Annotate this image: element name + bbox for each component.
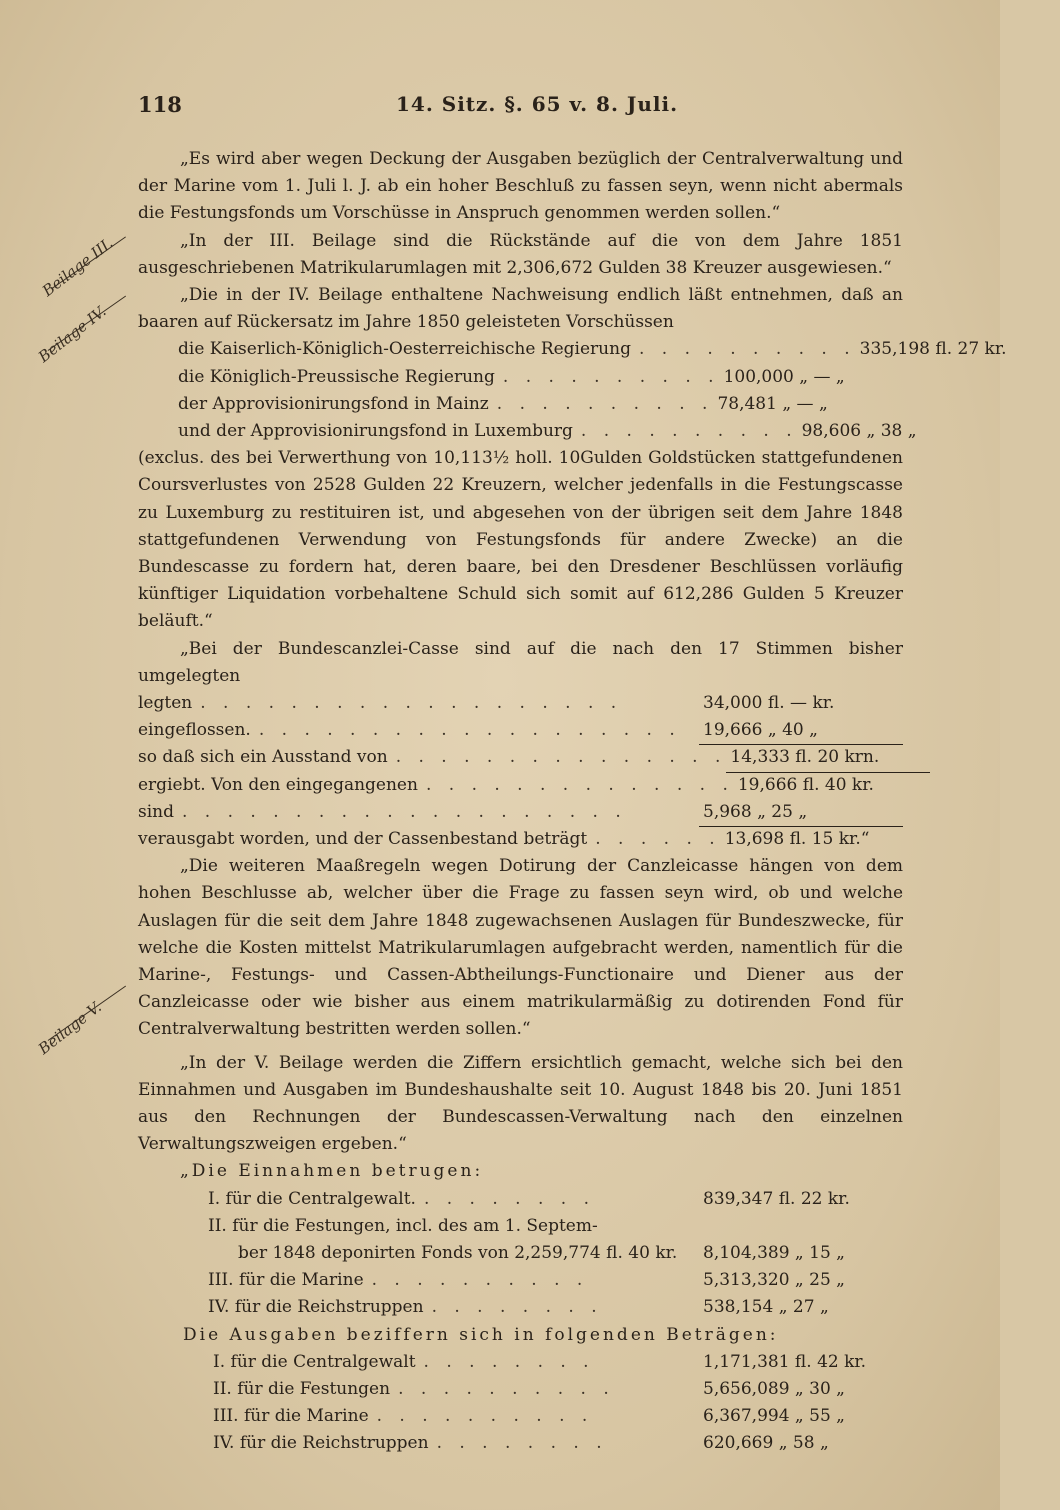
- margin-note-beilage-iv: Beilage IV.: [34, 302, 110, 366]
- body-text-top: [138, 146, 1007, 1457]
- leader-dots: . . . . . . . . . . . . . . . . . . .: [200, 693, 623, 713]
- row-label: so daß sich ein Ausstand von: [138, 747, 388, 768]
- row-label: IV. für die Reichstruppen: [208, 1297, 424, 1318]
- leader-dots: . . . . . . . .: [423, 1351, 595, 1372]
- row-label: verausgabt worden, und der Cassenbestand beträgt: [138, 828, 588, 849]
- row-amount: 8,104,389 „ 15 „: [703, 1242, 845, 1263]
- income-heading: „Die Einnahmen betrugen:: [180, 1161, 484, 1182]
- table-row: [138, 717, 903, 744]
- table-row: [208, 1267, 903, 1294]
- table-row: [213, 1430, 903, 1457]
- row-label: I. für die Centralgewalt: [213, 1351, 416, 1372]
- leader-dots: . . . . . . . .: [431, 1297, 603, 1318]
- margin-note-beilage-iii: Beilage III.: [38, 233, 117, 300]
- advances-table: [138, 336, 1007, 445]
- leader-dots: . . . . . . . .: [436, 1433, 608, 1454]
- row-label: die Kaiserlich-Königlich-Oesterreichische Regierung: [178, 339, 631, 360]
- row-label: legten: [138, 693, 193, 713]
- paragraph: „Die in der IV. Beilage enthaltene Nachweisung endlich läßt entnehmen, daß an baaren auf Rückersatz im Jahre 1850 geleisteten Vorschüssen: [138, 285, 903, 333]
- table-row: [178, 364, 903, 391]
- paragraph: „Bei der Bundescanzlei-Casse sind auf die nach den 17 Stimmen bisher umgelegten: [138, 638, 903, 686]
- row-label: eingeflossen.: [138, 720, 251, 741]
- row-label: und der Approvisionirungsfond in Luxemburg: [178, 420, 573, 441]
- row-amount: 78,481 „ — „: [717, 393, 828, 414]
- row-label: IV. für die Reichstruppen: [213, 1433, 429, 1454]
- expense-heading: Die Ausgaben beziffern sich in folgenden Beträgen:: [183, 1324, 779, 1345]
- row-amount: 5,313,320 „ 25 „: [703, 1270, 845, 1291]
- paragraph: „In der V. Beilage werden die Ziffern ersichtlich gemacht, welche sich bei den Einnahmen und Ausgaben im Bundeshaushalte seit 10. August 1848 bis 20. Juni 1851 aus den Rechnungen der Bundescassen-Verwaltung nach den einzelnen Verwaltungszweigen ergeben.“: [138, 1052, 903, 1155]
- table-row: [213, 1376, 903, 1403]
- leader-dots: . . . . . . . . . . . . . .: [425, 774, 734, 795]
- leader-dots: . . . . . . . . . .: [371, 1270, 589, 1291]
- row-amount: 620,669 „ 58 „: [703, 1433, 829, 1454]
- running-title: 14. Sitz. §. 65 v. 8. Juli.: [396, 92, 679, 116]
- page-number: 118: [138, 92, 182, 117]
- row-amount: 6,367,994 „ 55 „: [703, 1406, 845, 1427]
- row-label: der Approvisionirungsfond in Mainz: [178, 393, 489, 414]
- table-row: [213, 1349, 903, 1376]
- row-amount: 538,154 „ 27 „: [703, 1297, 829, 1318]
- paragraph: „Die weiteren Maaßregeln wegen Dotirung der Canzleicasse hängen von dem hohen Beschlusse ab, welcher über die Frage zu fassen seyn wird, ob und welche Auslagen für die seit dem Jahre 1848 zugewachsenen Auslagen für Bundeszwecke, für welche die Kosten mittelst Matrikularumlagen aufgebracht werden, namentlich für die Marine-, Festungs- und Cassen-Abtheilungs-Functionaire und Diener aus der Canzleicasse oder wie bisher aus einem matrikularmäßig zu dotirenden Fond für Centralverwaltung bestritten werden sollen.“: [138, 856, 903, 1040]
- table-row: [178, 391, 903, 418]
- table-row: [138, 744, 903, 771]
- page-header: [138, 92, 908, 128]
- leader-dots: . . . . . . . . . . . . . . . . . . . .: [182, 801, 627, 822]
- row-amount: 13,698 fl. 15 kr.“: [724, 828, 870, 849]
- leader-dots: . . . . . . . .: [423, 1188, 595, 1209]
- paragraph: (exclus. des bei Verwerthung von 10,113½ holl. 10Gulden Goldstücken stattgefundenen Coursverlustes von 2528 Gulden 22 Kreuzern, welcher jedenfalls in die Festungscasse zu Luxemburg zu restituiren ist, und abgesehen von der übrigen seit dem Jahre 1848 stattgefundenen Verwendung von Festungsfonds für andere Zwecke) an die Bundescasse zu fordern hat, deren baare, bei den Dresdener Beschlüssen vorläufig künftiger Liquidation vorbehaltene Schuld sich somit auf 612,286 Gulden 5 Kreuzer beläuft.“: [138, 448, 903, 632]
- paragraph: „In der III. Beilage sind die Rückstände auf die von dem Jahre 1851 ausgeschriebenen Matrikularumlagen mit 2,306,672 Gulden 38 Kreuzer ausgewiesen.“: [138, 230, 903, 278]
- row-amount: 5,968 „ 25 „: [699, 799, 903, 827]
- leader-dots: . . . . . .: [595, 828, 721, 849]
- leader-dots: . . . . . . . . . .: [376, 1406, 594, 1427]
- row-amount: 19,666 „ 40 „: [699, 717, 903, 745]
- row-label: II. für die Festungen, incl. des am 1. Septem-: [208, 1215, 598, 1236]
- canzlei-table: [138, 690, 903, 853]
- row-label: I. für die Centralgewalt.: [208, 1188, 416, 1209]
- row-label: ber 1848 deponirten Fonds von 2,259,774 fl. 40 kr.: [238, 1242, 678, 1263]
- row-amount: 19,666 fl. 40 kr.: [737, 774, 874, 795]
- table-row: [208, 1186, 903, 1213]
- row-amount: 34,000 fl. — kr.: [703, 693, 835, 713]
- row-amount: 335,198 fl. 27 kr.: [859, 339, 1007, 360]
- table-row: [138, 690, 903, 717]
- leader-dots: . . . . . . . . . .: [502, 366, 720, 387]
- row-amount: 98,606 „ 38 „: [801, 420, 917, 441]
- paragraph: „Es wird aber wegen Deckung der Ausgaben bezüglich der Centralverwaltung und der Marine vom 1. Juli l. J. ab ein hoher Beschluß zu fassen seyn, wenn nicht abermals die Festungsfonds um Vorschüsse in Anspruch genommen werden sollen.“: [138, 149, 903, 224]
- table-row: [208, 1213, 903, 1240]
- row-label: die Königlich-Preussische Regierung: [178, 366, 495, 387]
- leader-dots: . . . . . . . . . .: [580, 420, 798, 441]
- leader-dots: . . . . . . . . . .: [638, 339, 856, 360]
- leader-dots: . . . . . . . . . . . . . . . . . . .: [258, 720, 681, 741]
- leader-dots: . . . . . . . . . . . . . . .: [395, 747, 727, 768]
- row-amount: 100,000 „ — „: [723, 366, 845, 387]
- table-row: [178, 418, 917, 445]
- table-row: [208, 1240, 903, 1267]
- row-label: sind: [138, 801, 174, 822]
- expense-table: [138, 1349, 903, 1458]
- row-amount: 5,656,089 „ 30 „: [703, 1378, 845, 1399]
- row-label: III. für die Marine: [213, 1406, 369, 1427]
- table-row: [138, 799, 903, 826]
- income-table: [138, 1186, 903, 1322]
- row-amount: 839,347 fl. 22 kr.: [703, 1188, 850, 1209]
- table-row: [138, 826, 903, 853]
- row-amount: 14,333 fl. 20 krn.: [726, 744, 930, 772]
- margin-note-beilage-v: Beilage V.: [34, 997, 105, 1058]
- row-label: III. für die Marine: [208, 1270, 364, 1291]
- table-row: [138, 772, 903, 799]
- leader-dots: . . . . . . . . . .: [398, 1378, 615, 1399]
- leader-dots: . . . . . . . . . .: [496, 393, 714, 414]
- table-row: [178, 336, 1007, 363]
- table-row: [213, 1403, 903, 1430]
- table-row: [208, 1294, 903, 1321]
- row-amount: 1,171,381 fl. 42 kr.: [703, 1351, 867, 1372]
- row-label: ergiebt. Von den eingegangenen: [138, 774, 418, 795]
- row-label: II. für die Festungen: [213, 1378, 391, 1399]
